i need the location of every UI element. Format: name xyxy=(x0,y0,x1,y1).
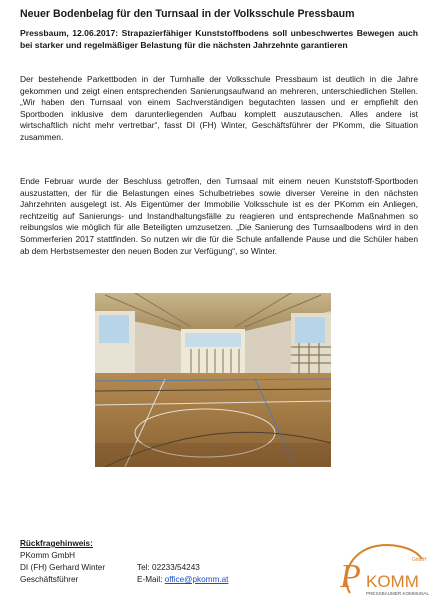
contact-phone: Tel: 02233/54243 xyxy=(137,563,200,572)
contact-person: DI (FH) Gerhard Winter xyxy=(20,563,106,572)
logo-tag: GmbH xyxy=(412,557,427,563)
contact-details xyxy=(137,562,228,586)
logo-brand: KOMM xyxy=(366,572,419,591)
contact-role: Geschäftsführer xyxy=(20,575,79,584)
lead-paragraph: Pressbaum, 12.06.2017: Strapazierfähiger Kunststoffbodens soll unbeschwertes Bewegen auch bei starker und regelmäßiger Belastung für die nächsten Jahrzehnte garantieren xyxy=(20,28,418,50)
email-link[interactable]: office@pkomm.at xyxy=(164,575,229,584)
contact-email-line xyxy=(137,574,228,586)
pkomm-logo xyxy=(332,541,432,599)
page-title: Neuer Bodenbelag für den Turnsaal in der Volksschule Pressbaum xyxy=(20,8,355,20)
body-paragraph-1: Der bestehende Parkettboden in der Turnhalle der Volksschule Pressbaum ist deutlich in die Jahre gekommen und zeigt einen entsprechenden Sanierungsaufwand an mehreren, unterschiedlichen Stellen. „Wir haben den Turnsaal von einem Sachverständigen begutachten lassen und er empfiehlt den Sportboden inklusive dem darunterliegenden Aufbau komplett auszutauschen. Alles andere ist wirtschaftlich nicht mehr vertretbar“, fasst DI (FH) Winter, Geschäftsführer der PKomm, die Situation zusammen. xyxy=(20,74,418,142)
logo-subtitle: PRESSBAUMER KOMMUNAL xyxy=(366,591,430,596)
email-label: E-Mail: xyxy=(137,575,165,584)
contact-company: PKomm GmbH xyxy=(20,551,76,560)
body-paragraph-2: Ende Februar wurde der Beschluss getroffen, den Turnsaal mit einem neuen Kunststoff-Sportboden auszustatten, der für die Belastungen eines Schulbetriebes sowie diverser Vereine in den nächsten Jahrzehnten ausgelegt ist. Als Eigentümer der Immobilie Volksschule ist es der PKomm ein Anliegen, rechtzeitig auf Sanierungs- und Instandhaltungsfälle zu reagieren und entsprechende Maßnahmen so reibungslos wie möglich für alle Beteiligten umzusetzen. „Die Sanierung des Turnsaalbodens wird in den Sommerferien 2017 stattfinden. So nutzen wir die für die Schule anfallende Pause und die Schüler haben ab dem Herbstsemester den neuen Boden zur Verfügung“, so Winter. xyxy=(20,176,418,256)
contact-block xyxy=(20,538,105,586)
contact-heading: Rückfragehinweis: xyxy=(20,539,93,548)
logo-initial: P xyxy=(340,558,361,595)
gym-hall-photo xyxy=(95,293,331,467)
